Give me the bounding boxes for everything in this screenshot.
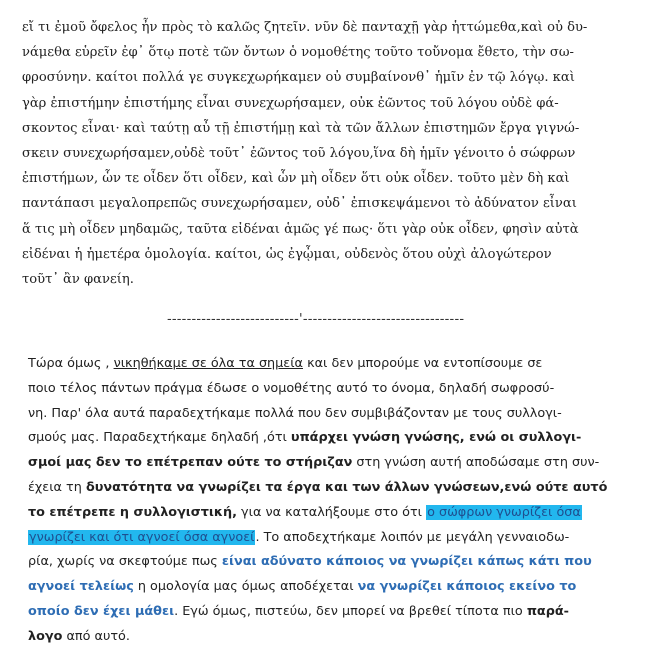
greek-line: γὰρ ἐπιστήμην ἐπιστήμης εἶναι συνεχωρήσαμεν, οὐκ ἐῶντος τοῦ λόγου οὐδὲ φά- bbox=[22, 95, 559, 111]
text-run: Τώρα όμως , bbox=[28, 356, 114, 371]
blue-bold-phrase: οποίο δεν έχει μάθει bbox=[28, 603, 175, 619]
greek-line: εἰδέναι ἡ ἡμετέρα ὁμολογία. καίτοι, ὡς ἐγᾦμαι, οὐδενὸς ὅτου οὐχὶ ἀλογώτερον bbox=[22, 246, 552, 262]
text-run: στη γνώση αυτή αποδώσαμε στη συν- bbox=[352, 455, 600, 471]
greek-line: νάμεθα εὑρεῖν ἐφ᾽ ὅτῳ ποτὲ τῶν ὄντων ὁ νομοθέτης τοῦτο τοὔνομα ἔθετο, τὴν σω- bbox=[22, 45, 574, 61]
translation-line bbox=[28, 625, 648, 650]
bold-phrase: υπάρχει γνώση γνώσης, ενώ οι συλλογι- bbox=[290, 430, 582, 446]
text-run: από αυτό. bbox=[62, 628, 130, 644]
translation-line bbox=[28, 501, 648, 526]
greek-line: ἐπιστήμων, ὧν τε οἶδεν ὅτι οἶδεν, καὶ ὧν μὴ οἶδεν ὅτι οὐκ οἶδεν. τοῦτο μὲν δὴ καὶ bbox=[22, 171, 570, 187]
translation-line bbox=[28, 550, 648, 575]
translation-line: νη. Παρ' όλα αυτά παραδεχτήκαμε πολλά που δεν συμβιβάζονταν με τους συλλογι- bbox=[28, 405, 562, 421]
greek-line: εἴ τι ἐμοῦ ὄφελος ἦν πρὸς τὸ καλῶς ζητεῖν. νῦν δὲ πανταχῇ γὰρ ἡττώμεθα,καὶ οὐ δυ- bbox=[22, 20, 588, 35]
greek-line: σκειν συνεχωρήσαμεν,οὐδὲ τοῦτ᾽ ἐῶντος τοῦ λόγου,ἵνα δὴ ἡμῖν γένοιτο ὁ σώφρων bbox=[22, 146, 576, 162]
greek-line: σκοντος εἶναι· καὶ ταύτῃ αὖ τῇ ἐπιστήμῃ καὶ τὰ τῶν ἄλλων ἐπιστημῶν ἔργα γιγνώ- bbox=[22, 120, 580, 136]
greek-line: τοῦτ᾽ ἂν φανείη. bbox=[22, 272, 134, 288]
text-run: η ομολογία μας όμως αποδέχεται bbox=[133, 579, 358, 595]
translation-line bbox=[28, 451, 648, 476]
section-separator: ---------------------------'--------------------------------- bbox=[167, 312, 465, 327]
greek-line: ἅ τις μὴ οἶδεν μηδαμῶς, ταῦτα εἰδέναι ἁμῶς γέ πως· ὅτι γὰρ οὐκ οἶδεν, φησὶν αὐτὰ bbox=[22, 221, 579, 237]
translation-line bbox=[28, 352, 648, 377]
bold-phrase: σμοί μας δεν το επέτρεπαν ούτε το στήριζαν bbox=[28, 455, 353, 471]
text-run: και δεν μπορούμε να εντοπίσουμε σε bbox=[303, 356, 543, 371]
underlined-phrase: νικηθήκαμε σε όλα τα σημεία bbox=[113, 356, 303, 371]
greek-line: φροσύνην. καίτοι πολλά γε συγκεχωρήκαμεν οὐ συμβαίνονθ᾽ ἡμῖν ἐν τῷ λόγῳ. καὶ bbox=[22, 70, 575, 86]
text-run: . Εγώ όμως, πιστεύω, δεν μπορεί να βρεθεί τίποτα πιο bbox=[174, 603, 527, 619]
highlighted-phrase: γνωρίζει και ότι αγνοεί όσα αγνοεί bbox=[29, 529, 255, 545]
bold-phrase: δυνατότητα να γνωρίζει τα έργα και των άλλων γνώσεων,ενώ ούτε αυτό bbox=[85, 479, 608, 495]
bold-phrase: παρά- bbox=[526, 603, 569, 619]
translation-line bbox=[28, 426, 648, 451]
blue-bold-phrase: να γνωρίζει κάποιος εκείνο το bbox=[357, 579, 577, 595]
greek-line: παντάπασι μεγαλοπρεπῶς συνεχωρήσαμεν, οὐδ᾽ ἐπισκεψάμενοι τὸ ἀδύνατον εἶναι bbox=[22, 196, 577, 212]
bold-phrase: λογο bbox=[28, 628, 63, 644]
translation-line bbox=[28, 526, 648, 551]
text-run: έχεια τη bbox=[28, 479, 86, 495]
bold-phrase: το επέτρεπε η συλλογιστική, bbox=[28, 504, 237, 520]
text-run: για να καταλήξουμε στο ότι bbox=[236, 504, 427, 520]
modern-greek-translation bbox=[28, 352, 648, 650]
translation-line bbox=[28, 600, 648, 625]
highlighted-phrase: ο σώφρων γνωρίζει όσα bbox=[427, 504, 581, 520]
blue-bold-phrase: αγνοεί τελείως bbox=[28, 579, 134, 595]
text-run: ρία, χωρίς να σκεφτούμε πως bbox=[28, 554, 222, 570]
text-run: σμούς μας. Παραδεχτήκαμε δηλαδή ,ότι bbox=[28, 430, 291, 446]
translation-line: ποιο τέλος πάντων πράγμα έδωσε ο νομοθέτης αυτό το όνομα, δηλαδή σωφροσύ- bbox=[28, 380, 555, 396]
ancient-greek-passage bbox=[22, 15, 647, 292]
translation-line bbox=[28, 575, 648, 600]
text-run: . Το αποδεχτήκαμε λοιπόν με μεγάλη γενναιοδω- bbox=[255, 529, 570, 545]
translation-line bbox=[28, 476, 648, 501]
blue-bold-phrase: είναι αδύνατο κάποιος να γνωρίζει κάπως κάτι που bbox=[221, 554, 592, 570]
